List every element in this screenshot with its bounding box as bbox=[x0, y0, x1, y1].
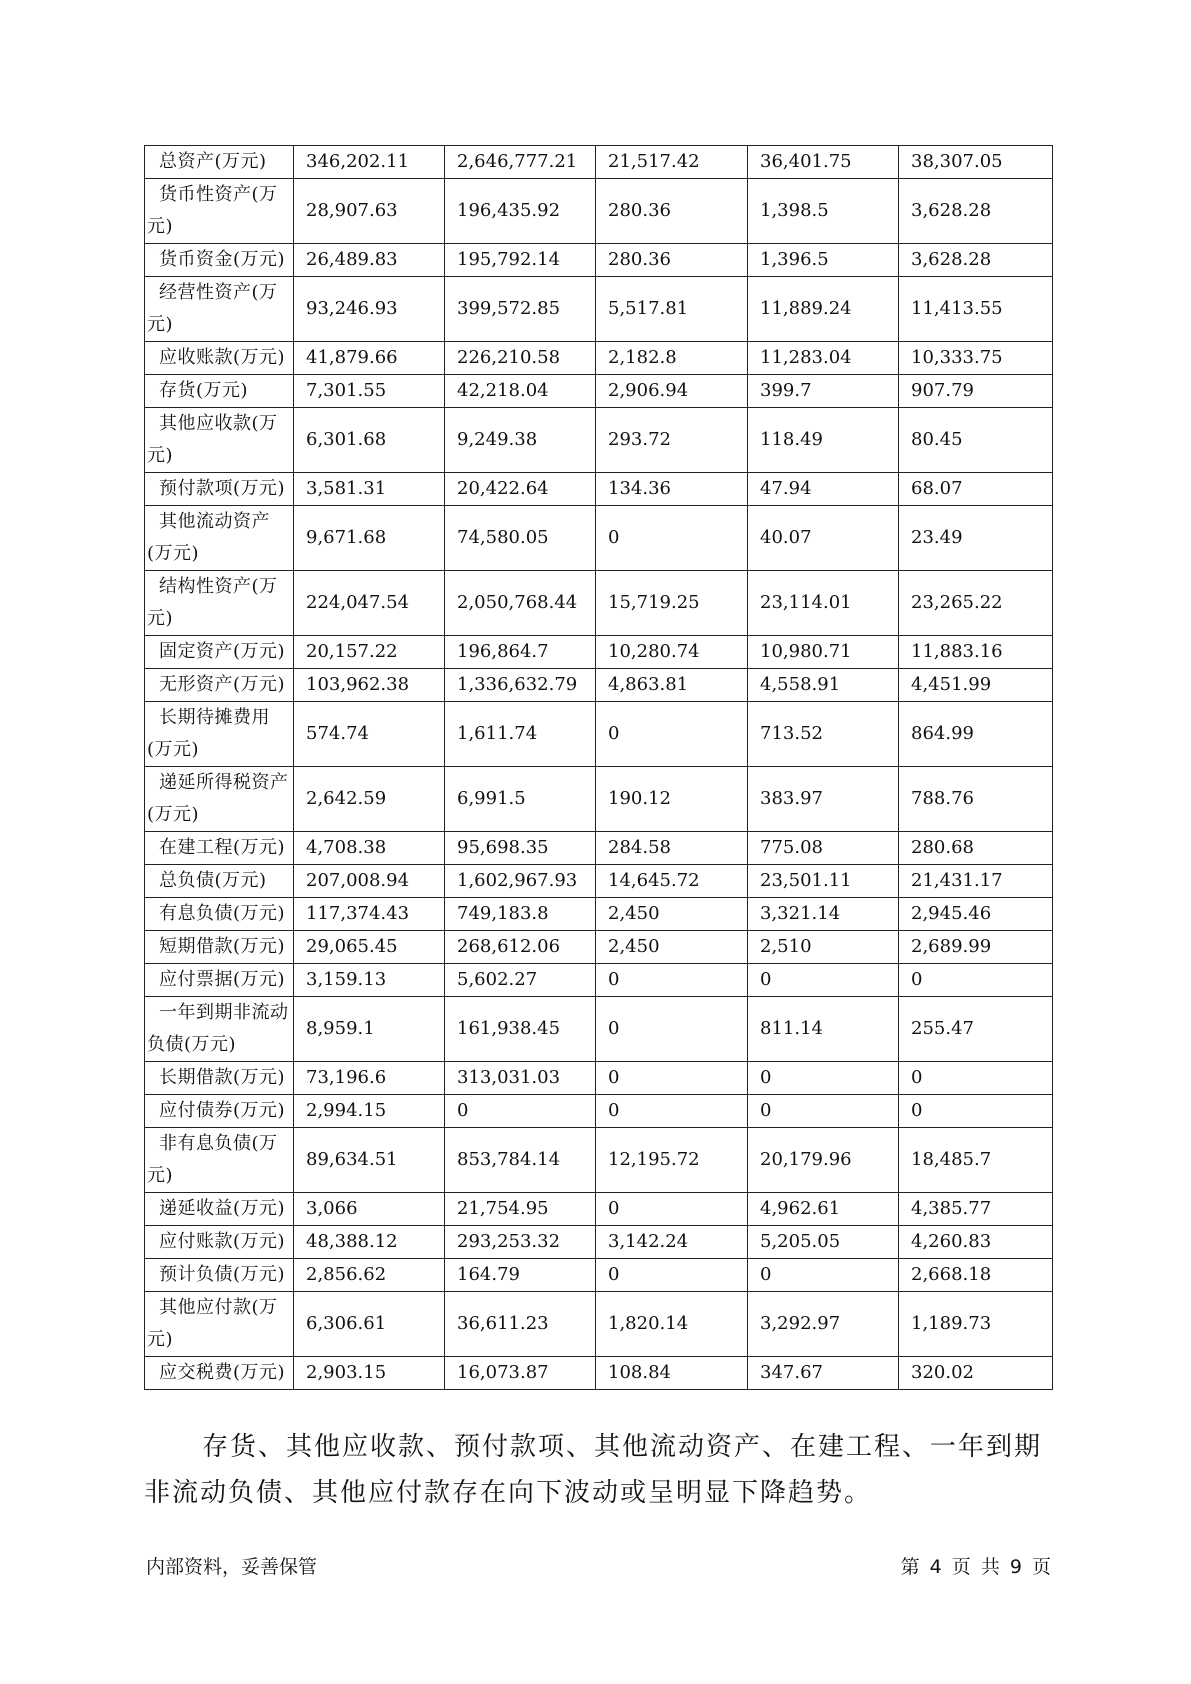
table-cell: 853,784.14 bbox=[445, 1128, 596, 1193]
table-row bbox=[145, 179, 1053, 244]
table-cell: 2,994.15 bbox=[294, 1095, 445, 1128]
table-cell: 0 bbox=[596, 1095, 748, 1128]
table-cell: 0 bbox=[445, 1095, 596, 1128]
table-cell: 161,938.45 bbox=[445, 997, 596, 1062]
row-label: 一年到期非流动负债(万元) bbox=[145, 997, 294, 1062]
table-body bbox=[145, 146, 1053, 1390]
row-label: 长期借款(万元) bbox=[145, 1062, 294, 1095]
table-cell: 788.76 bbox=[899, 767, 1053, 832]
table-row bbox=[145, 244, 1053, 277]
row-label: 应收账款(万元) bbox=[145, 342, 294, 375]
table-cell: 80.45 bbox=[899, 408, 1053, 473]
table-cell: 4,451.99 bbox=[899, 669, 1053, 702]
row-label: 递延所得税资产(万元) bbox=[145, 767, 294, 832]
table-cell: 0 bbox=[899, 1062, 1053, 1095]
footer-page-number: 第 4 页 共 9 页 bbox=[900, 1556, 1051, 1578]
table-cell: 4,558.91 bbox=[748, 669, 899, 702]
table-cell: 68.07 bbox=[899, 473, 1053, 506]
table-cell: 20,157.22 bbox=[294, 636, 445, 669]
table-cell: 284.58 bbox=[596, 832, 748, 865]
table-cell: 93,246.93 bbox=[294, 277, 445, 342]
table-cell: 3,142.24 bbox=[596, 1226, 748, 1259]
row-label: 其他应收款(万元) bbox=[145, 408, 294, 473]
table-cell: 6,301.68 bbox=[294, 408, 445, 473]
table-cell: 18,485.7 bbox=[899, 1128, 1053, 1193]
table-cell: 320.02 bbox=[899, 1357, 1053, 1390]
table-row bbox=[145, 931, 1053, 964]
table-cell: 0 bbox=[899, 1095, 1053, 1128]
row-label: 短期借款(万元) bbox=[145, 931, 294, 964]
table-cell: 12,195.72 bbox=[596, 1128, 748, 1193]
table-cell: 15,719.25 bbox=[596, 571, 748, 636]
table-cell: 10,333.75 bbox=[899, 342, 1053, 375]
row-label: 递延收益(万元) bbox=[145, 1193, 294, 1226]
table-cell: 117,374.43 bbox=[294, 898, 445, 931]
table-cell: 3,321.14 bbox=[748, 898, 899, 931]
table-cell: 103,962.38 bbox=[294, 669, 445, 702]
table-cell: 3,628.28 bbox=[899, 179, 1053, 244]
table-cell: 9,671.68 bbox=[294, 506, 445, 571]
table-cell: 3,581.31 bbox=[294, 473, 445, 506]
row-label: 货币性资产(万元) bbox=[145, 179, 294, 244]
table-cell: 0 bbox=[748, 1095, 899, 1128]
table-cell: 0 bbox=[596, 997, 748, 1062]
table-cell: 36,401.75 bbox=[748, 146, 899, 179]
table-row bbox=[145, 832, 1053, 865]
table-cell: 195,792.14 bbox=[445, 244, 596, 277]
row-label: 经营性资产(万元) bbox=[145, 277, 294, 342]
table-cell: 2,945.46 bbox=[899, 898, 1053, 931]
table-cell: 399.7 bbox=[748, 375, 899, 408]
table-cell: 16,073.87 bbox=[445, 1357, 596, 1390]
table-cell: 207,008.94 bbox=[294, 865, 445, 898]
table-cell: 23,501.11 bbox=[748, 865, 899, 898]
row-label: 应付债券(万元) bbox=[145, 1095, 294, 1128]
table-row bbox=[145, 964, 1053, 997]
table-cell: 14,645.72 bbox=[596, 865, 748, 898]
row-label: 应付账款(万元) bbox=[145, 1226, 294, 1259]
table-cell: 4,962.61 bbox=[748, 1193, 899, 1226]
table-cell: 108.84 bbox=[596, 1357, 748, 1390]
table-cell: 10,980.71 bbox=[748, 636, 899, 669]
table-cell: 9,249.38 bbox=[445, 408, 596, 473]
row-label: 非有息负债(万元) bbox=[145, 1128, 294, 1193]
table-row bbox=[145, 277, 1053, 342]
row-label: 货币资金(万元) bbox=[145, 244, 294, 277]
table-row bbox=[145, 865, 1053, 898]
table-cell: 2,856.62 bbox=[294, 1259, 445, 1292]
table-cell: 2,689.99 bbox=[899, 931, 1053, 964]
row-label: 预付款项(万元) bbox=[145, 473, 294, 506]
table-cell: 280.68 bbox=[899, 832, 1053, 865]
table-cell: 775.08 bbox=[748, 832, 899, 865]
table-row bbox=[145, 1095, 1053, 1128]
table-cell: 1,398.5 bbox=[748, 179, 899, 244]
table-cell: 48,388.12 bbox=[294, 1226, 445, 1259]
table-cell: 2,668.18 bbox=[899, 1259, 1053, 1292]
table-cell: 21,431.17 bbox=[899, 865, 1053, 898]
row-label: 存货(万元) bbox=[145, 375, 294, 408]
table-cell: 21,754.95 bbox=[445, 1193, 596, 1226]
table-cell: 0 bbox=[596, 964, 748, 997]
table-cell: 6,991.5 bbox=[445, 767, 596, 832]
row-label: 其他应付款(万元) bbox=[145, 1292, 294, 1357]
table-cell: 4,385.77 bbox=[899, 1193, 1053, 1226]
table-row bbox=[145, 767, 1053, 832]
row-label: 结构性资产(万元) bbox=[145, 571, 294, 636]
table-cell: 20,422.64 bbox=[445, 473, 596, 506]
table-cell: 47.94 bbox=[748, 473, 899, 506]
table-cell: 29,065.45 bbox=[294, 931, 445, 964]
table-cell: 20,179.96 bbox=[748, 1128, 899, 1193]
table-cell: 164.79 bbox=[445, 1259, 596, 1292]
table-cell: 864.99 bbox=[899, 702, 1053, 767]
table-cell: 36,611.23 bbox=[445, 1292, 596, 1357]
table-cell: 2,450 bbox=[596, 931, 748, 964]
table-cell: 2,450 bbox=[596, 898, 748, 931]
table-cell: 11,413.55 bbox=[899, 277, 1053, 342]
table-cell: 8,959.1 bbox=[294, 997, 445, 1062]
table-cell: 811.14 bbox=[748, 997, 899, 1062]
table-cell: 23,265.22 bbox=[899, 571, 1053, 636]
summary-paragraph: 存货、其他应收款、预付款项、其他流动资产、在建工程、一年到期非流动负债、其他应付款存在向下波动或呈明显下降趋势。 bbox=[144, 1432, 1043, 1508]
table-cell: 74,580.05 bbox=[445, 506, 596, 571]
table-cell: 21,517.42 bbox=[596, 146, 748, 179]
table-cell: 0 bbox=[596, 506, 748, 571]
table-cell: 2,182.8 bbox=[596, 342, 748, 375]
table-cell: 26,489.83 bbox=[294, 244, 445, 277]
table-row bbox=[145, 342, 1053, 375]
table-cell: 23,114.01 bbox=[748, 571, 899, 636]
table-row bbox=[145, 669, 1053, 702]
table-cell: 41,879.66 bbox=[294, 342, 445, 375]
table-cell: 346,202.11 bbox=[294, 146, 445, 179]
row-label: 总负债(万元) bbox=[145, 865, 294, 898]
table-cell: 713.52 bbox=[748, 702, 899, 767]
table-cell: 907.79 bbox=[899, 375, 1053, 408]
row-label: 无形资产(万元) bbox=[145, 669, 294, 702]
table-cell: 11,889.24 bbox=[748, 277, 899, 342]
row-label: 固定资产(万元) bbox=[145, 636, 294, 669]
table-cell: 11,283.04 bbox=[748, 342, 899, 375]
table-cell: 347.67 bbox=[748, 1357, 899, 1390]
table-row bbox=[145, 506, 1053, 571]
table-cell: 1,336,632.79 bbox=[445, 669, 596, 702]
table-cell: 11,883.16 bbox=[899, 636, 1053, 669]
table-cell: 196,435.92 bbox=[445, 179, 596, 244]
table-cell: 118.49 bbox=[748, 408, 899, 473]
table-cell: 89,634.51 bbox=[294, 1128, 445, 1193]
table-cell: 280.36 bbox=[596, 244, 748, 277]
table-row bbox=[145, 1062, 1053, 1095]
row-label: 应付票据(万元) bbox=[145, 964, 294, 997]
table-cell: 73,196.6 bbox=[294, 1062, 445, 1095]
table-row bbox=[145, 1226, 1053, 1259]
row-label: 应交税费(万元) bbox=[145, 1357, 294, 1390]
table-cell: 2,642.59 bbox=[294, 767, 445, 832]
table-cell: 0 bbox=[748, 1062, 899, 1095]
table-cell: 196,864.7 bbox=[445, 636, 596, 669]
table-row bbox=[145, 375, 1053, 408]
table-cell: 0 bbox=[748, 964, 899, 997]
table-cell: 134.36 bbox=[596, 473, 748, 506]
table-cell: 2,510 bbox=[748, 931, 899, 964]
table-row bbox=[145, 1292, 1053, 1357]
table-row bbox=[145, 146, 1053, 179]
table-cell: 3,066 bbox=[294, 1193, 445, 1226]
table-cell: 1,820.14 bbox=[596, 1292, 748, 1357]
row-label: 有息负债(万元) bbox=[145, 898, 294, 931]
table-cell: 293,253.32 bbox=[445, 1226, 596, 1259]
table-row bbox=[145, 997, 1053, 1062]
table-cell: 293.72 bbox=[596, 408, 748, 473]
table-cell: 4,863.81 bbox=[596, 669, 748, 702]
table-cell: 3,628.28 bbox=[899, 244, 1053, 277]
table-cell: 1,602,967.93 bbox=[445, 865, 596, 898]
table-cell: 3,159.13 bbox=[294, 964, 445, 997]
table-cell: 313,031.03 bbox=[445, 1062, 596, 1095]
table-cell: 0 bbox=[748, 1259, 899, 1292]
table-cell: 0 bbox=[596, 1193, 748, 1226]
table-cell: 3,292.97 bbox=[748, 1292, 899, 1357]
table-row bbox=[145, 571, 1053, 636]
table-cell: 1,189.73 bbox=[899, 1292, 1053, 1357]
table-cell: 10,280.74 bbox=[596, 636, 748, 669]
table-cell: 4,260.83 bbox=[899, 1226, 1053, 1259]
table-cell: 1,611.74 bbox=[445, 702, 596, 767]
row-label: 其他流动资产(万元) bbox=[145, 506, 294, 571]
row-label: 在建工程(万元) bbox=[145, 832, 294, 865]
table-cell: 2,646,777.21 bbox=[445, 146, 596, 179]
table-cell: 2,050,768.44 bbox=[445, 571, 596, 636]
table-cell: 0 bbox=[596, 1062, 748, 1095]
table-cell: 0 bbox=[899, 964, 1053, 997]
table-row bbox=[145, 702, 1053, 767]
table-cell: 226,210.58 bbox=[445, 342, 596, 375]
table-cell: 255.47 bbox=[899, 997, 1053, 1062]
table-cell: 42,218.04 bbox=[445, 375, 596, 408]
table-cell: 95,698.35 bbox=[445, 832, 596, 865]
table-cell: 23.49 bbox=[899, 506, 1053, 571]
table-cell: 5,602.27 bbox=[445, 964, 596, 997]
table-row bbox=[145, 898, 1053, 931]
row-label: 长期待摊费用(万元) bbox=[145, 702, 294, 767]
table-cell: 0 bbox=[596, 1259, 748, 1292]
table-cell: 1,396.5 bbox=[748, 244, 899, 277]
table-cell: 574.74 bbox=[294, 702, 445, 767]
row-label: 预计负债(万元) bbox=[145, 1259, 294, 1292]
table-cell: 5,205.05 bbox=[748, 1226, 899, 1259]
table-cell: 280.36 bbox=[596, 179, 748, 244]
financial-data-table bbox=[144, 145, 1053, 1390]
table-row bbox=[145, 1128, 1053, 1193]
table-cell: 38,307.05 bbox=[899, 146, 1053, 179]
table-row bbox=[145, 1193, 1053, 1226]
table-cell: 383.97 bbox=[748, 767, 899, 832]
table-row bbox=[145, 1259, 1053, 1292]
table-cell: 0 bbox=[596, 702, 748, 767]
table-cell: 2,906.94 bbox=[596, 375, 748, 408]
table-row bbox=[145, 473, 1053, 506]
table-cell: 5,517.81 bbox=[596, 277, 748, 342]
table-cell: 224,047.54 bbox=[294, 571, 445, 636]
row-label: 总资产(万元) bbox=[145, 146, 294, 179]
table-cell: 399,572.85 bbox=[445, 277, 596, 342]
table-cell: 190.12 bbox=[596, 767, 748, 832]
table-row bbox=[145, 1357, 1053, 1390]
table-cell: 4,708.38 bbox=[294, 832, 445, 865]
table-cell: 40.07 bbox=[748, 506, 899, 571]
table-cell: 28,907.63 bbox=[294, 179, 445, 244]
footer-confidential-note: 内部资料，妥善保管 bbox=[146, 1556, 318, 1578]
table-cell: 2,903.15 bbox=[294, 1357, 445, 1390]
table-cell: 268,612.06 bbox=[445, 931, 596, 964]
table-cell: 6,306.61 bbox=[294, 1292, 445, 1357]
table-cell: 7,301.55 bbox=[294, 375, 445, 408]
table-row bbox=[145, 636, 1053, 669]
table-cell: 749,183.8 bbox=[445, 898, 596, 931]
table-row bbox=[145, 408, 1053, 473]
